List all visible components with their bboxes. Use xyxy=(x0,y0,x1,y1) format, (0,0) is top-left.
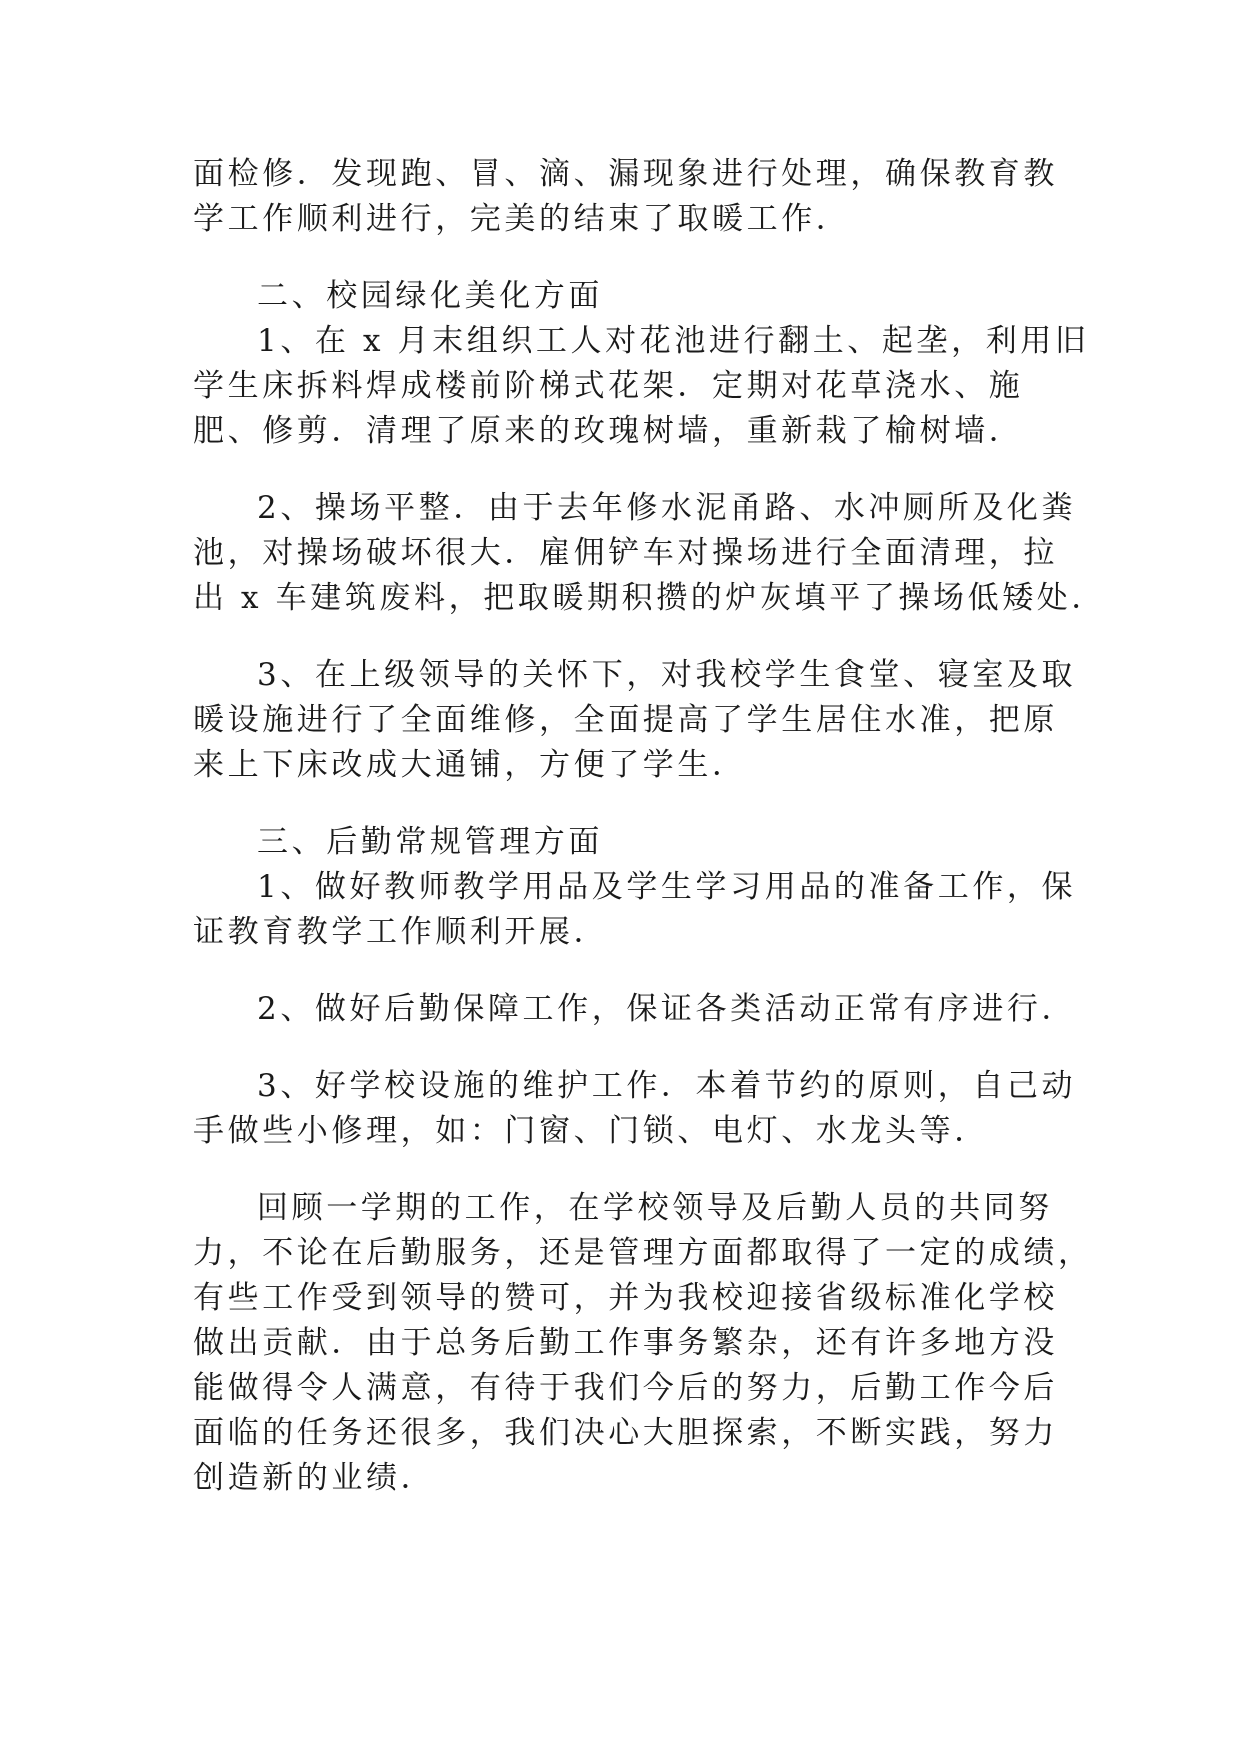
paragraph-maintenance xyxy=(193,1064,1077,1154)
text-line: 面检修．发现跑、冒、滴、漏现象进行处理，确保教育教 xyxy=(193,156,1058,192)
text-line: 3、好学校设施的维护工作．本着节约的原则，自己动 xyxy=(257,1068,1077,1104)
paragraph-heating-conclusion xyxy=(193,152,1058,242)
section-heading: 二、校园绿化美化方面 xyxy=(257,278,603,314)
text-line: 2、做好后勤保障工作，保证各类活动正常有序进行． xyxy=(257,991,1077,1027)
paragraph-summary xyxy=(193,1186,1093,1501)
text-line: 出 x 车建筑废料，把取暖期积攒的炉灰填平了操场低矮处． xyxy=(193,580,1106,616)
text-line: 能做得令人满意，有待于我们今后的努力，后勤工作今后 xyxy=(193,1370,1058,1406)
text-line: 力，不论在后勤服务，还是管理方面都取得了一定的成绩， xyxy=(193,1235,1093,1271)
text-line: 手做些小修理，如：门窗、门锁、电灯、水龙头等． xyxy=(193,1113,989,1149)
text-line: 来上下床改成大通铺，方便了学生． xyxy=(193,747,747,783)
text-line: 学工作顺利进行，完美的结束了取暖工作． xyxy=(193,201,851,237)
text-line: 池，对操场破坏很大．雇佣铲车对操场进行全面清理，拉 xyxy=(193,535,1058,571)
paragraph-facilities-repair xyxy=(193,653,1077,788)
text-line: 暖设施进行了全面维修，全面提高了学生居住水准，把原 xyxy=(193,702,1058,738)
text-line: 1、在 x 月末组织工人对花池进行翻土、起垄，利用旧 xyxy=(257,323,1090,359)
text-line: 回顾一学期的工作，在学校领导及后勤人员的共同努 xyxy=(257,1190,1053,1226)
section-heading: 三、后勤常规管理方面 xyxy=(257,824,603,860)
text-line: 创造新的业绩． xyxy=(193,1460,436,1496)
text-line: 有些工作受到领导的赞可，并为我校迎接省级标准化学校 xyxy=(193,1280,1058,1316)
text-line: 学生床拆料焊成楼前阶梯式花架．定期对花草浇水、施 xyxy=(193,368,1024,404)
text-line: 肥、修剪．清理了原来的玫瑰树墙，重新栽了榆树墙． xyxy=(193,413,1024,449)
document-body xyxy=(193,152,1106,1501)
text-line: 3、在上级领导的关怀下，对我校学生食堂、寝室及取 xyxy=(257,657,1077,693)
paragraph-support-work xyxy=(193,987,1077,1032)
text-line: 做出贡献．由于总务后勤工作事务繁杂，还有许多地方没 xyxy=(193,1325,1058,1361)
section-logistics-management xyxy=(193,820,1077,955)
text-line: 证教育教学工作顺利开展． xyxy=(193,914,609,950)
section-greening xyxy=(193,274,1090,454)
paragraph-playground xyxy=(193,486,1106,621)
text-line: 面临的任务还很多，我们决心大胆探索，不断实践，努力 xyxy=(193,1415,1058,1451)
text-line: 2、操场平整．由于去年修水泥甬路、水冲厕所及化粪 xyxy=(257,490,1077,526)
text-line: 1、做好教师教学用品及学生学习用品的准备工作，保 xyxy=(257,869,1077,905)
